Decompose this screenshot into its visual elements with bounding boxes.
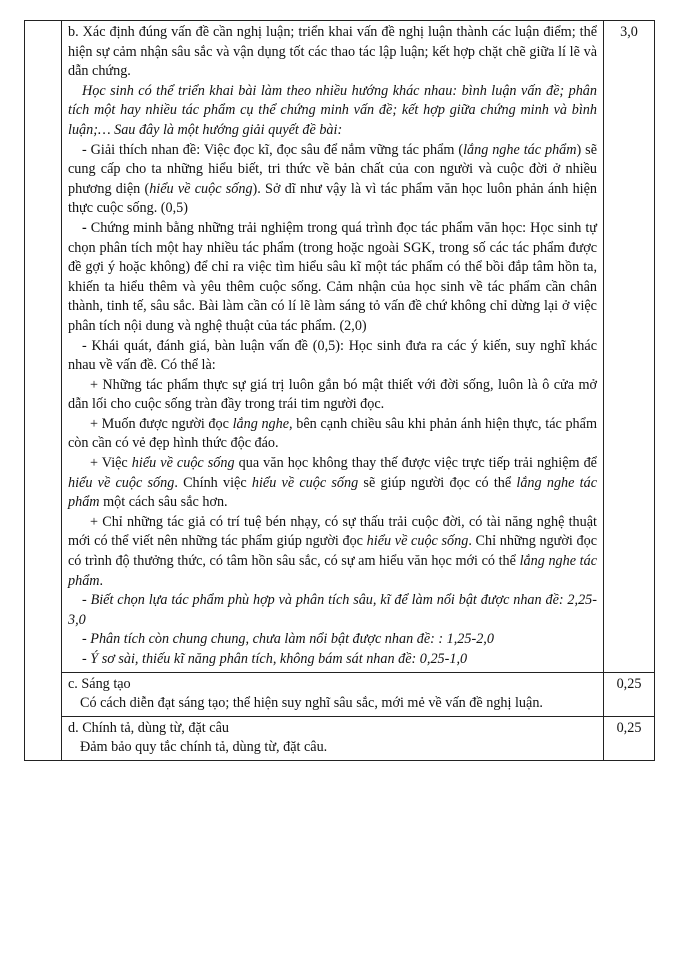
italic-span: - Biết chọn lựa tác phẩm phù hợp và phân tích sâu, kĩ để làm nổi bật được nhan đề: 2,25-3,0 xyxy=(68,592,597,628)
italic-span: hiểu về cuộc sống xyxy=(251,474,359,491)
italic-span: lắng nghe xyxy=(232,415,290,432)
criteria-cell-d xyxy=(62,716,604,760)
table-row xyxy=(25,716,655,760)
text-span: . Chỉ những người đọc có trình độ thưởng thức, có tâm hồn sâu sắc, có sự am hiểu văn học mới có thể xyxy=(68,533,597,570)
text-span: . Chính việc xyxy=(174,474,252,491)
bullet-3 xyxy=(68,454,597,513)
bold-dash: - xyxy=(82,219,91,236)
explain-paragraph xyxy=(68,141,597,219)
italic-span: lắng nghe tác phẩm xyxy=(463,141,577,158)
criterion-d-body: Đảm bảo quy tắc chính tả, dùng từ, đặt câu. xyxy=(80,739,328,756)
empty-left-cell xyxy=(25,21,62,761)
criteria-cell-c xyxy=(62,672,604,716)
italic-span: lắng nghe tác phẩm xyxy=(68,553,597,589)
scoring-criterion-1 xyxy=(68,591,597,630)
text-span: + Chỉ những tác giả có trí tuệ bén nhạy, có sự thấu trải cuộc đời, có tài năng nghệ thuật mới có thể viết nên những tác phẩm giúp người đọc xyxy=(68,513,597,550)
text-span: ) sẽ cung cấp cho ta những hiểu biết, tri thức về bản chất của con người và cuộc đời ở nhiều phương diện ( xyxy=(68,141,597,197)
scoring-criterion-3 xyxy=(68,650,597,670)
italic-span: hiểu về cuộc sống xyxy=(68,474,175,491)
criterion-c-body: Có cách diễn đạt sáng tạo; thể hiện suy nghĩ sâu sắc, mới mẻ về vấn đề nghị luận. xyxy=(80,695,543,712)
score-d: 0,25 xyxy=(604,716,655,760)
italic-span: - Phân tích còn chung chung, chưa làm nổi bật được nhan đề: : 1,25-2,0 xyxy=(82,631,494,648)
italic-span: lắng nghe tác phẩm xyxy=(68,474,597,511)
italic-span: hiểu về cuộc sống xyxy=(131,455,235,472)
text-span: qua văn học không thay thế được việc trực tiếp trải nghiệm để xyxy=(234,455,597,472)
criterion-b-intro xyxy=(68,82,597,141)
text-span: . xyxy=(99,572,104,589)
italic-span: hiểu về cuộc sống xyxy=(149,180,253,197)
criterion-c-title: c. Sáng tạo xyxy=(68,675,131,692)
text-span: + Việc xyxy=(90,455,132,472)
text-span: ). Sở dĩ như vậy là vì tác phẩm văn học luôn phản ánh hiện thực cuộc sống. (0,5) xyxy=(68,180,598,217)
criterion-b-title: b. Xác định đúng vấn đề cần nghị luận; triển khai vấn đề nghị luận thành các luận điểm; thể hiện sự cảm nhận sâu sắc và vận dụng tốt các thao tác lập luận; kết hợp chặt chẽ giữa lí lẽ và dẫn chứng. xyxy=(68,24,597,80)
italic-span: hiểu về cuộc sống xyxy=(366,533,469,550)
text-span: một cách sâu sắc hơn. xyxy=(99,494,228,511)
text-span: + Muốn được người đọc xyxy=(90,415,233,432)
italic-span: - Ý sơ sài, thiếu kĩ năng phân tích, không bám sát nhan đề: 0,25-1,0 xyxy=(82,651,468,667)
bullet-1: + Những tác phẩm thực sự giá trị luôn gắn bó mật thiết với đời sống, luôn là ô cửa mở dẫn lối cho cuộc sống tràn đầy trong trái tim người đọc. xyxy=(68,376,597,413)
bullet-2 xyxy=(68,415,597,454)
criteria-cell-b xyxy=(62,21,604,673)
criterion-d-title: d. Chính tả, dùng từ, đặt câu xyxy=(68,719,229,736)
table-row xyxy=(25,21,655,673)
general-paragraph: - Khái quát, đánh giá, bàn luận vấn đề (0,5): Học sinh đưa ra các ý kiến, suy nghĩ khác nhau về vấn đề. Có thể là: xyxy=(68,337,597,374)
bullet-4 xyxy=(68,513,597,591)
text-span: - Giải thích nhan đề: Việc đọc kĩ, đọc sâu để nắm vững tác phẩm ( xyxy=(82,141,464,158)
prove-paragraph xyxy=(68,219,597,337)
text-span: Chứng minh bằng những trải nghiệm trong quá trình đọc tác phẩm văn học: Học sinh tự chọn phân tích một hay nhiều tác phẩm (trong hoặc ngoài SGK, trong số các tác phẩm được đề gợi ý hoặc không) để chỉ ra việc tìm hiểu sâu kĩ một tác phẩm có thể bồi đắp tâm hồn ta, khiến ta hiểu thêm và yêu thêm cuộc sống. Cảm nhận của học sinh về tác phẩm cần chân thành, tinh tế, sâu sắc. Bài làm cần có lí lẽ làm sáng tỏ vấn đề chứ không chỉ dừng lại ở việc phân tích nội dung và nghệ thuật của tác phẩm. (2,0) xyxy=(68,219,597,334)
grading-table xyxy=(24,20,655,761)
text-span: , bên cạnh chiều sâu khi phản ánh hiện thực, tác phẩm còn cần có vẻ đẹp hình thức độc đáo. xyxy=(68,415,597,452)
score-c: 0,25 xyxy=(604,672,655,716)
intro-text: Học sinh có thể triển khai bài làm theo nhiều hướng khác nhau: bình luận vấn đề; phân tích một hay nhiều tác phẩm cụ thể chứng minh vấn đề; kết hợp giữa chứng minh và bình luận;… Sau đây là một hướng giải quyết đề bài: xyxy=(68,82,597,138)
scoring-criterion-2 xyxy=(68,630,597,650)
score-b: 3,0 xyxy=(604,21,655,673)
text-span: sẽ giúp người đọc có thể xyxy=(358,474,517,491)
table-row xyxy=(25,672,655,716)
